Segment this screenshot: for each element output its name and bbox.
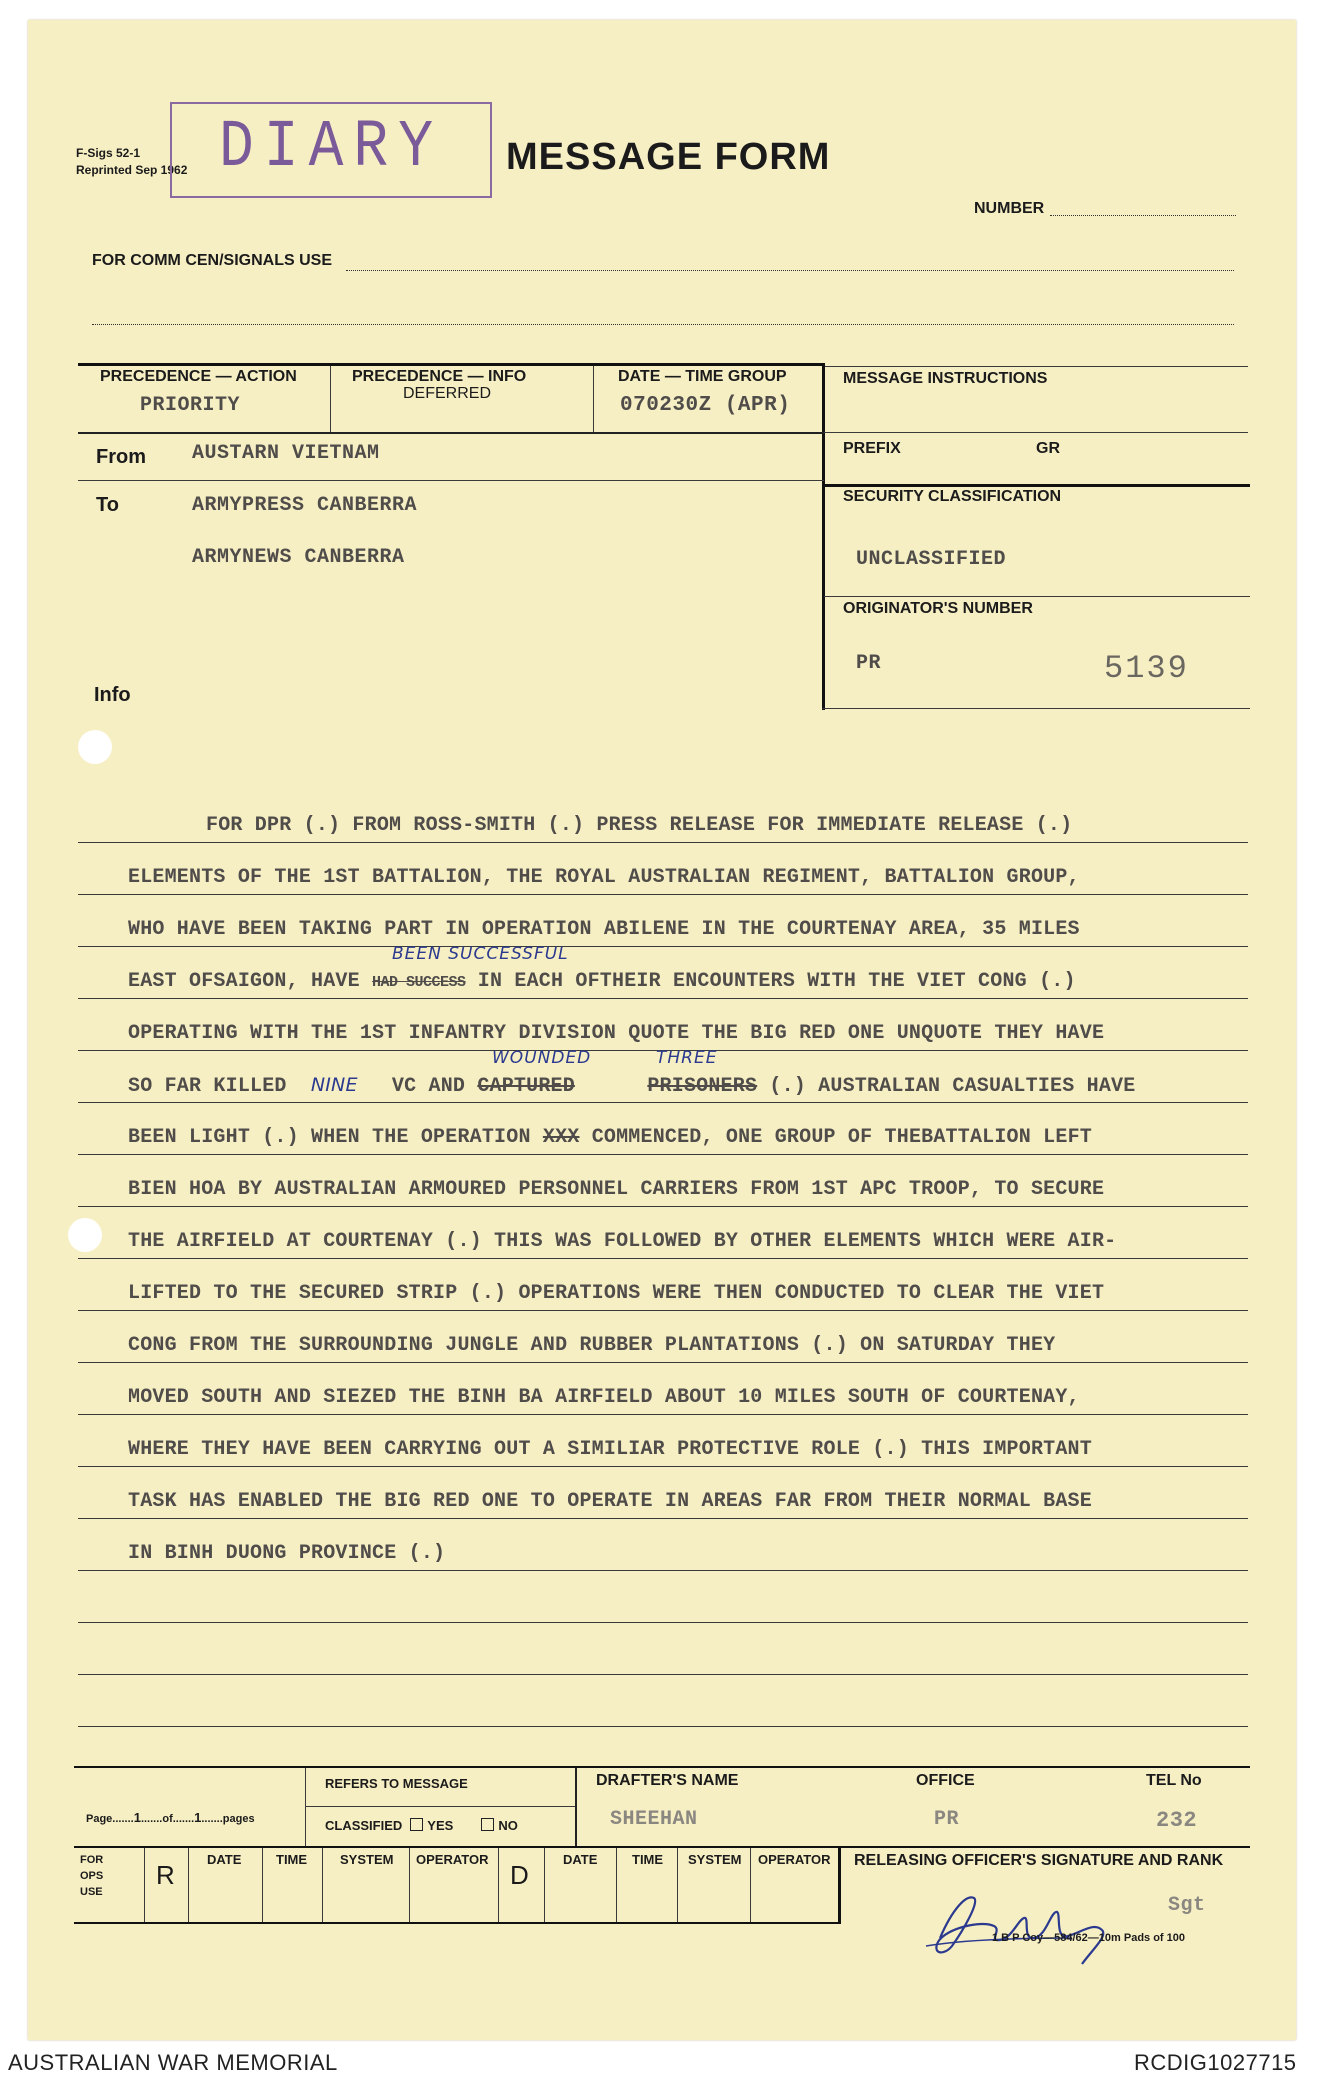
security-bottom-line	[824, 596, 1250, 597]
instructions-top-border	[824, 366, 1248, 367]
dtg-value: 070230Z (APR)	[620, 394, 791, 417]
comm-label: FOR COMM CEN/SIGNALS USE	[92, 252, 333, 269]
to-label: To	[96, 494, 119, 516]
no-label: NO	[498, 1818, 518, 1833]
security-label: SECURITY CLASSIFICATION	[843, 488, 1062, 505]
instructions-label: MESSAGE INSTRUCTIONS	[843, 370, 1048, 387]
line4-handwritten: BEEN SUCCESSFUL	[392, 944, 569, 964]
drafter-value: SHEEHAN	[610, 1808, 698, 1831]
yes-label: YES	[427, 1818, 454, 1833]
comm-line-2	[92, 324, 1234, 325]
ops-use-label	[80, 1852, 103, 1900]
body-rule-16	[78, 1674, 1248, 1675]
col-time-1: TIME	[276, 1852, 308, 1867]
gr-label: GR	[1036, 440, 1060, 457]
message-line-6	[128, 1074, 1135, 1098]
number-line	[1050, 215, 1236, 216]
form-code: F-Sigs 52-1	[76, 146, 141, 160]
info-label: Info	[94, 684, 131, 706]
classified-label: CLASSIFIED	[325, 1818, 403, 1833]
body-rule-15	[78, 1622, 1248, 1623]
ops-label-1: FOR	[80, 1854, 104, 1866]
d-label: D	[510, 1860, 529, 1890]
footer-div-page	[305, 1768, 306, 1846]
grid-right-divider	[822, 363, 825, 710]
from-value: AUSTARN VIETNAM	[192, 442, 380, 465]
page-num: 1	[133, 1810, 141, 1825]
message-line-14: TASK HAS ENABLED THE BIG RED ONE TO OPERATE IN AREAS FAR FROM THEIR NORMAL BASE	[128, 1490, 1092, 1513]
ops-div-7	[544, 1848, 545, 1922]
refers-label: REFERS TO MESSAGE	[325, 1776, 468, 1791]
col-system-1: SYSTEM	[340, 1852, 394, 1867]
punch-hole-bottom	[68, 1218, 102, 1252]
form-reprint: Reprinted Sep 1962	[76, 163, 188, 177]
page-label: Page	[86, 1813, 113, 1825]
body-rule-11	[78, 1414, 1248, 1415]
prec-action-label: PRECEDENCE — ACTION	[100, 368, 297, 385]
footer-top-border	[74, 1766, 1250, 1768]
message-line-11: CONG FROM THE SURROUNDING JUNGLE AND RUBBER PLANTATIONS (.) ON SATURDAY THEY	[128, 1334, 1056, 1357]
body-rule-7	[78, 1206, 1248, 1207]
r-label: R	[156, 1860, 175, 1890]
instructions-line	[824, 432, 1248, 433]
message-line-2: ELEMENTS OF THE 1ST BATTALION, THE ROYAL AUSTRALIAN REGIMENT, BATTALION GROUP,	[128, 866, 1080, 889]
col-system-2: SYSTEM	[688, 1852, 742, 1867]
officer-signature	[922, 1880, 1132, 1970]
tel-value: 232	[1156, 1808, 1198, 1833]
from-bottom-line	[78, 480, 824, 481]
form-title: MESSAGE FORM	[506, 136, 831, 178]
diary-stamp-text: DIARY	[218, 111, 444, 186]
message-line-15: IN BINH DUONG PROVINCE (.)	[128, 1542, 446, 1565]
body-rule-9	[78, 1310, 1248, 1311]
line6-post: (.) AUSTRALIAN CASUALTIES HAVE	[769, 1075, 1136, 1098]
message-line-3: WHO HAVE BEEN TAKING PART IN OPERATION ABILENE IN THE COURTENAY AREA, 35 MILES	[128, 918, 1080, 941]
to-value-2: ARMYNEWS CANBERRA	[192, 546, 405, 569]
body-rule-14	[78, 1570, 1248, 1571]
body-rule-13	[78, 1518, 1248, 1519]
caption-left: AUSTRALIAN WAR MEMORIAL	[8, 2050, 338, 2075]
col-time-2: TIME	[632, 1852, 664, 1867]
ops-label-3: USE	[80, 1886, 103, 1898]
from-label: From	[96, 446, 146, 468]
line6-nine: NINE	[310, 1074, 358, 1096]
classified-row	[325, 1818, 518, 1833]
message-line-8: BIEN HOA BY AUSTRALIAN ARMOURED PERSONNEL CARRIERS FROM 1ST APC TROOP, TO SECURE	[128, 1178, 1105, 1201]
message-line-1: FOR DPR (.) FROM ROSS-SMITH (.) PRESS RELEASE FOR IMMEDIATE RELEASE (.)	[206, 814, 1073, 837]
number-label: NUMBER	[974, 200, 1045, 217]
prec-info-sub: DEFERRED	[403, 385, 492, 402]
of-label: of	[162, 1813, 173, 1825]
line6-three: THREE	[656, 1048, 718, 1068]
line7-pre: BEEN LIGHT (.) WHEN THE OPERATION	[128, 1126, 531, 1149]
dtg-label: DATE — TIME GROUP	[618, 368, 787, 385]
grid-div-1	[330, 366, 331, 432]
punch-hole-top	[78, 730, 112, 764]
message-line-4	[128, 970, 1076, 993]
message-line-7	[128, 1126, 1092, 1149]
col-date-2: DATE	[563, 1852, 598, 1867]
releasing-label: RELEASING OFFICER'S SIGNATURE AND RANK	[854, 1852, 1224, 1869]
footer-ops-divider	[838, 1848, 841, 1924]
line6-pre: SO FAR KILLED	[128, 1075, 287, 1098]
grid-top-border	[78, 363, 824, 366]
line6-wounded: WOUNDED	[492, 1048, 592, 1068]
ops-div-3	[262, 1848, 263, 1922]
body-rule-5	[78, 1102, 1248, 1103]
caption-right: RCDIG1027715	[1134, 2050, 1297, 2075]
signature-scrawl	[922, 1880, 1132, 1970]
comm-line-1	[346, 270, 1234, 271]
ops-div-4	[322, 1848, 323, 1922]
line6-struck1: CAPTURED	[477, 1075, 575, 1098]
line6-mid: VC AND	[391, 1075, 466, 1098]
prec-action-value: PRIORITY	[140, 394, 241, 417]
body-rule-2	[78, 946, 1248, 947]
message-line-13: WHERE THEY HAVE BEEN CARRYING OUT A SIMILIAR PROTECTIVE ROLE (.) THIS IMPORTANT	[128, 1438, 1092, 1461]
ops-div-1	[144, 1848, 145, 1922]
body-rule-10	[78, 1362, 1248, 1363]
office-value: PR	[934, 1808, 960, 1831]
ops-label-2: OPS	[80, 1870, 104, 1882]
col-operator-2: OPERATOR	[758, 1852, 831, 1867]
message-line-5: OPERATING WITH THE 1ST INFANTRY DIVISION QUOTE THE BIG RED ONE UNQUOTE THEY HAVE	[128, 1022, 1105, 1045]
message-line-9: THE AIRFIELD AT COURTENAY (.) THIS WAS FOLLOWED BY OTHER ELEMENTS WHICH WERE AIR-	[128, 1230, 1117, 1253]
ops-div-10	[750, 1848, 751, 1922]
ops-div-2	[188, 1848, 189, 1922]
grid-div-2	[593, 366, 594, 432]
line4-struck: HAD SUCCESS	[372, 974, 466, 991]
ops-div-5	[409, 1848, 410, 1922]
rank-value: Sgt	[1168, 1894, 1206, 1917]
body-rule-8	[78, 1258, 1248, 1259]
prefix-label: PREFIX	[843, 440, 901, 457]
body-rule-1	[78, 894, 1248, 895]
office-label: OFFICE	[916, 1772, 975, 1789]
body-rule-12	[78, 1466, 1248, 1467]
col-operator-1: OPERATOR	[416, 1852, 489, 1867]
line7-struck: XXX	[542, 1126, 580, 1149]
body-rule-6	[78, 1154, 1248, 1155]
footer-bottom-border	[74, 1922, 840, 1924]
page-counter: Page.......1.......of.......1.......pages	[86, 1810, 255, 1825]
drafter-label: DRAFTER'S NAME	[596, 1772, 739, 1789]
grid-mid-border	[78, 432, 824, 434]
originator-number: 5139	[1104, 650, 1189, 687]
ops-div-6	[498, 1848, 499, 1922]
yes-checkbox[interactable]	[410, 1818, 423, 1831]
printer-imprint: 1 B P Coy—584/62—10m Pads of 100	[992, 1932, 1186, 1944]
body-rule-3	[78, 998, 1248, 999]
ops-div-9	[677, 1848, 678, 1922]
body-rule-17	[78, 1726, 1248, 1727]
originator-prefix: PR	[856, 652, 882, 675]
pages-label: pages	[222, 1813, 255, 1825]
prec-info-label: PRECEDENCE — INFO	[352, 368, 527, 385]
message-line-12: MOVED SOUTH AND SIEZED THE BINH BA AIRFIELD ABOUT 10 MILES SOUTH OF COURTENAY,	[128, 1386, 1080, 1409]
no-checkbox[interactable]	[481, 1818, 494, 1831]
tel-label: TEL No	[1146, 1772, 1202, 1789]
line7-post: COMMENCED, ONE GROUP OF THEBATTALION LEFT	[591, 1126, 1092, 1149]
prefix-bottom-border	[824, 484, 1250, 487]
originator-bottom-line	[822, 708, 1250, 709]
line6-struck2: PRISONERS	[647, 1075, 758, 1098]
message-line-10: LIFTED TO THE SECURED STRIP (.) OPERATIONS WERE THEN CONDUCTED TO CLEAR THE VIET	[128, 1282, 1105, 1305]
diary-stamp	[170, 102, 492, 198]
ops-div-8	[616, 1848, 617, 1922]
security-value: UNCLASSIFIED	[856, 548, 1007, 571]
footer-mid-border	[74, 1846, 1250, 1848]
footer-div-refers	[575, 1768, 577, 1846]
line4-pre: EAST OFSAIGON, HAVE	[128, 970, 360, 993]
line4-post: IN EACH OFTHEIR ENCOUNTERS WITH THE VIET CONG (.)	[477, 970, 1076, 993]
originator-label: ORIGINATOR'S NUMBER	[843, 600, 1033, 617]
body-rule-0	[78, 842, 1248, 843]
to-value-1: ARMYPRESS CANBERRA	[192, 494, 418, 517]
refers-mid-line	[305, 1806, 575, 1807]
col-date-1: DATE	[207, 1852, 242, 1867]
page-total: 1	[194, 1810, 202, 1825]
